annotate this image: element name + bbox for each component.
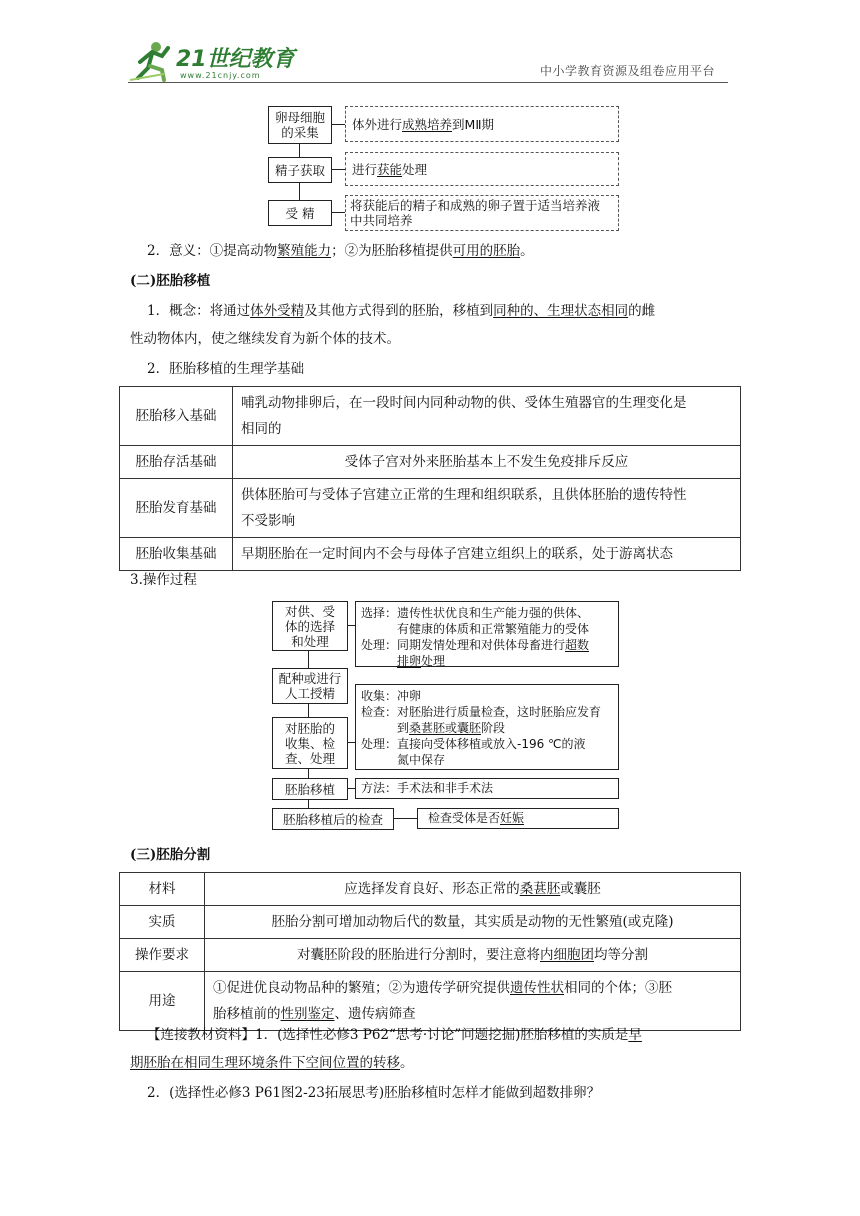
process-step-check: 胚胎移植后的检查 <box>272 808 394 830</box>
table-key: 胚胎收集基础 <box>120 538 233 571</box>
flow-arrow <box>308 768 309 778</box>
note-fertilization: 将获能后的精子和成熟的卵子置于适当培养液 中共同培养 <box>345 195 619 231</box>
section-title-embryo-splitting: (三)胚胎分割 <box>130 847 211 863</box>
flow-arrow <box>308 650 309 668</box>
connect-textbook-line1: 【连接教材资料】1．(选择性必修3 P62“思考·讨论”问题挖掘)胚胎移植的实质是早 <box>147 1027 642 1043</box>
check-detail: 检查受体是否妊娠 <box>417 808 619 829</box>
table-row <box>120 939 741 972</box>
selection-detail: 选择：遗传性状优良和生产能力强的供体、 有健康的体质和正常繁殖能力的受体 处理：同期发情处理和对供体母畜进行超数 排卵处理 <box>355 601 619 667</box>
table-value: 对囊胚阶段的胚胎进行分割时，要注意将内细胞团均等分割 <box>205 939 741 972</box>
connector <box>331 212 345 213</box>
table-key: 操作要求 <box>120 939 205 972</box>
table-row <box>120 873 741 906</box>
process-step-transfer: 胚胎移植 <box>272 778 348 800</box>
basis-title: 2．胚胎移植的生理学基础 <box>147 361 305 377</box>
table-value: 胚胎分割可增加动物后代的数量，其实质是动物的无性繁殖(或克隆) <box>205 906 741 939</box>
note-sperm: 进行 获能 处理 <box>345 152 619 186</box>
site-logo <box>128 38 308 82</box>
table-key: 用途 <box>120 972 205 1031</box>
flow-step-oocyte: 卵母细胞 的采集 <box>268 106 332 144</box>
connector <box>347 625 355 626</box>
table-key: 材料 <box>120 873 205 906</box>
note-oocyte: 体外进行 成熟培养 到MⅡ期 <box>345 106 619 142</box>
flow-step-fertilization: 受 精 <box>268 200 332 226</box>
connector <box>393 818 417 819</box>
section-title-embryo-transfer: (二)胚胎移植 <box>130 273 211 289</box>
process-step-breeding: 配种或进行 人工授精 <box>272 668 348 704</box>
table-key: 实质 <box>120 906 205 939</box>
connector <box>331 124 345 125</box>
flow-step-sperm: 精子获取 <box>268 157 332 183</box>
platform-name: 中小学教育资源及组卷应用平台 <box>540 64 716 78</box>
process-step-collection: 对胚胎的 收集、检 查、处理 <box>272 717 348 769</box>
connector <box>347 788 355 789</box>
table-row <box>120 479 741 538</box>
table-row <box>120 387 741 446</box>
table-key: 胚胎发育基础 <box>120 479 233 538</box>
significance-text: 2．意义：①提高动物繁殖能力；②为胚胎移植提供可用的胚胎。 <box>147 243 534 259</box>
table-key: 胚胎移入基础 <box>120 387 233 446</box>
flow-arrow <box>308 799 309 808</box>
connect-question-2: 2．(选择性必修3 P61图2-23拓展思考)胚胎移植时怎样才能做到超数排卵？ <box>147 1085 601 1101</box>
table-value: 哺乳动物排卵后，在一段时间内同种动物的供、受体生殖器官的生理变化是 相同的 <box>233 387 741 446</box>
flow-arrow <box>299 143 300 157</box>
process-title: 3.操作过程 <box>130 572 197 588</box>
concept-line2: 性动物体内，使之继续发育为新个体的技术。 <box>130 331 400 347</box>
svg-text:www.21cnjy.com: www.21cnjy.com <box>180 71 261 80</box>
physiology-basis-table <box>119 386 741 571</box>
table-row <box>120 446 741 479</box>
collection-detail: 收集：冲卵 检查：对胚胎进行质量检查，这时胚胎应发育 到桑葚胚或囊胚阶段 处理：直接向受体移植或放入-196 ℃的液 氮中保存 <box>355 684 619 770</box>
connect-textbook-line2: 期胚胎在相同生理环境条件下空间位置的转移。 <box>130 1055 414 1071</box>
table-row <box>120 906 741 939</box>
embryo-splitting-table <box>119 872 741 1031</box>
process-step-selection: 对供、受 体的选择 和处理 <box>272 601 348 651</box>
connector <box>347 742 355 743</box>
table-key: 胚胎存活基础 <box>120 446 233 479</box>
table-value: ①促进优良动物品种的繁殖；②为遗传学研究提供遗传性状相同的个体；③胚 胎移植前的性别鉴定、遗传病筛查 <box>205 972 741 1031</box>
flow-arrow <box>299 182 300 200</box>
table-value: 受体子宫对外来胚胎基本上不发生免疫排斥反应 <box>233 446 741 479</box>
table-value: 早期胚胎在一定时间内不会与母体子宫建立组织上的联系，处于游离状态 <box>233 538 741 571</box>
flow-arrow <box>308 703 309 717</box>
table-row <box>120 538 741 571</box>
table-value: 供体胚胎可与受体子宫建立正常的生理和组织联系，且供体胚胎的遗传特性 不受影响 <box>233 479 741 538</box>
concept-line1: 1．概念：将通过体外受精及其他方式得到的胚胎，移植到同种的、生理状态相同的雌 <box>147 303 656 319</box>
header-divider <box>128 82 728 83</box>
table-value: 应选择发育良好、形态正常的桑葚胚或囊胚 <box>205 873 741 906</box>
transfer-method: 方法：手术法和非手术法 <box>355 778 619 799</box>
connector <box>331 169 345 170</box>
svg-text:21世纪教育: 21世纪教育 <box>176 47 295 72</box>
runner-icon <box>130 42 168 80</box>
